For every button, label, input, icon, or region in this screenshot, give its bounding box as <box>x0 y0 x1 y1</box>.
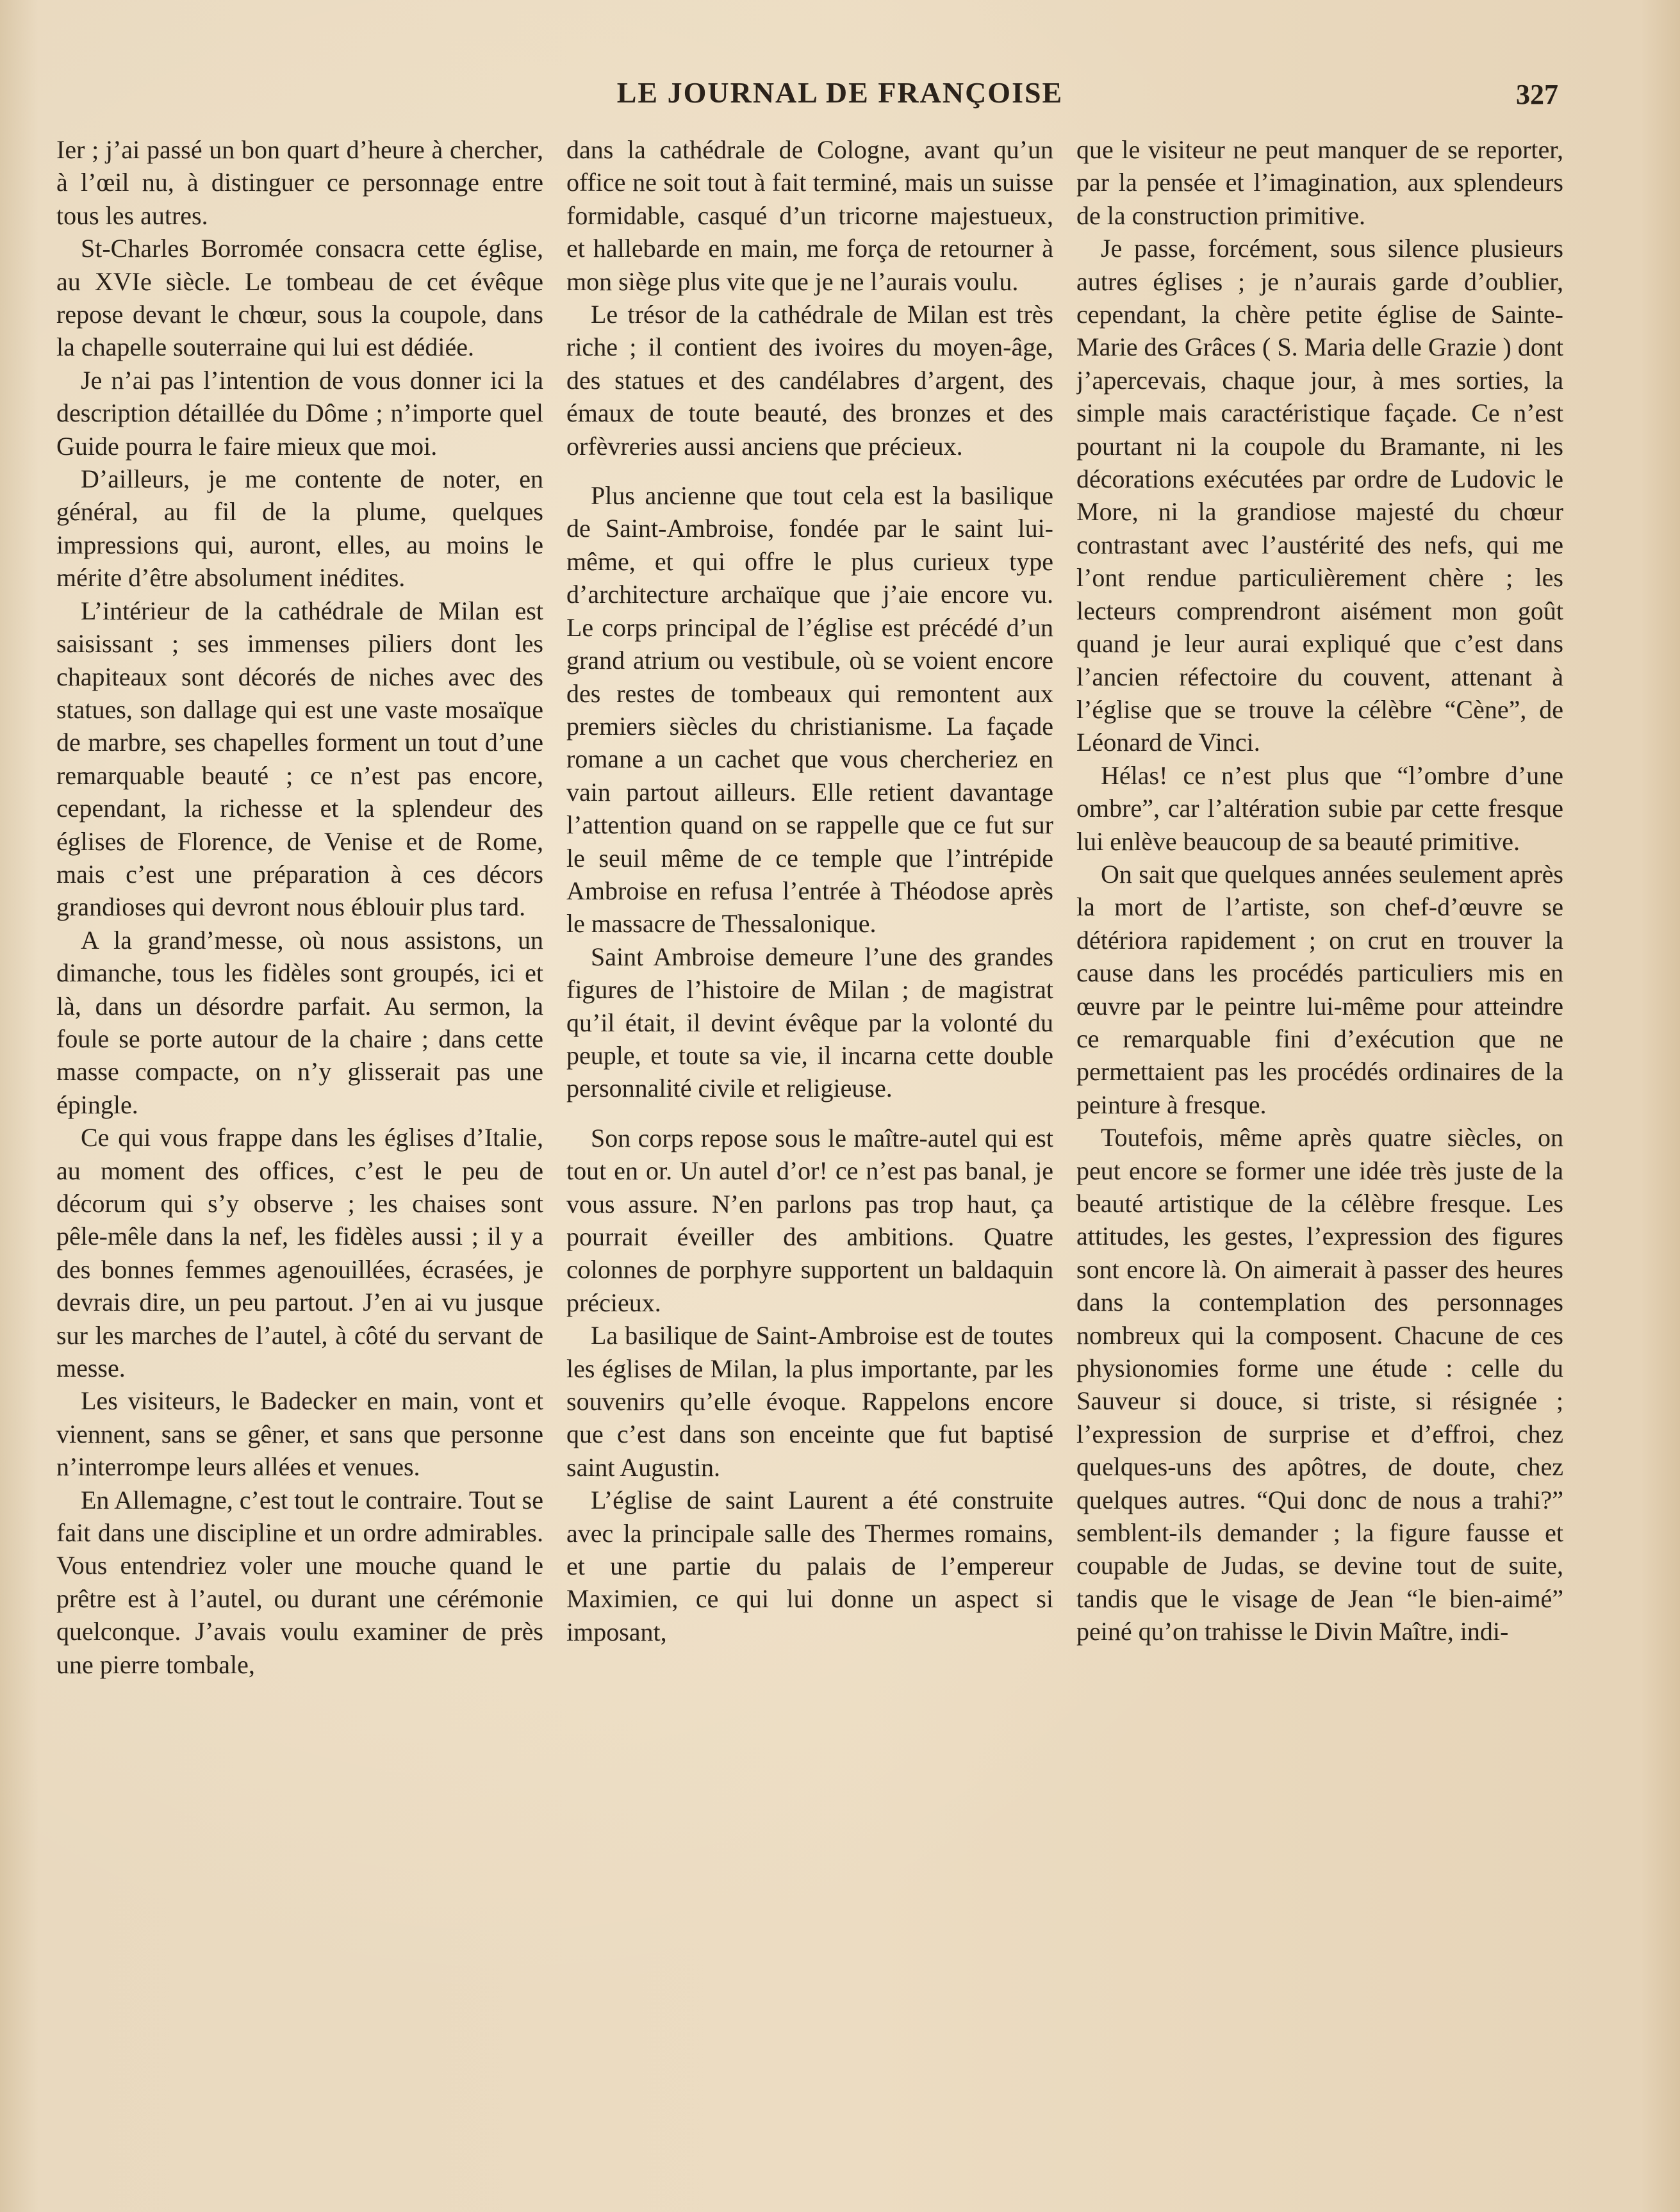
paragraph: L’intérieur de la cathédrale de Milan est saisissant ; ses immenses piliers dont les chapiteaux sont décorés de niches avec des statues, son dallage qui est une vaste mosaïque de marbre, ses chapelles forment un tout d’une remarquable beauté ; ce n’est pas encore, cependant, la richesse et la splendeur des églises de Florence, de Venise et de Rome, mais c’est une préparation à ces décors grandioses qui devront nous éblouir plus tard. <box>56 596 543 922</box>
paragraph: dans la cathédrale de Cologne, avant qu’un office ne soit tout à fait terminé, mais un suisse formidable, casqué d’un tricorne majestueux, et hallebarde en main, me força de retourner à mon siège plus vite que je ne l’aurais voulu. <box>566 135 1053 296</box>
paragraph: D’ailleurs, je me contente de noter, en général, au fil de la plume, quelques impressions qui, auront, elles, au moins le mérite d’être absolument inédites. <box>56 464 543 593</box>
paragraph: La basilique de Saint-Ambroise est de toutes les églises de Milan, la plus importante, par les souvenirs qu’elle évoque. Rappelons encore que c’est dans son enceinte que fut baptisé saint Augustin. <box>566 1321 1053 1482</box>
paragraph: L’église de saint Laurent a été construite avec la principale salle des Thermes romains, et une partie du palais de l’empereur Maximien, ce qui lui donne un aspect si imposant, <box>566 1486 1053 1646</box>
paragraph: A la grand’messe, où nous assistons, un dimanche, tous les fidèles sont groupés, ici et là, dans un désordre parfait. Au sermon, la foule se porte autour de la chaire ; dans cette masse compacte, on n’y glisserait pas une épingle. <box>56 925 543 1119</box>
paragraph: Je n’ai pas l’intention de vous donner ici la description détaillée du Dôme ; n’importe quel Guide pourra le faire mieux que moi. <box>56 365 543 461</box>
paragraph: Je passe, forcément, sous silence plusieurs autres églises ; je n’aurais garde d’oublier, cependant, la chère petite église de Sainte-Marie des Grâces ( S. Maria delle Grazie ) dont j’apercevais, chaque jour, à mes sorties, la simple mais caractéristique façade. Ce n’est pourtant ni la coupole du Bramante, ni les décorations exécutées par ordre de Ludovic le More, ni la grandiose majesté du chœur contrastant avec l’austérité des nefs, qui me l’ont rendue particulièrement chère ; les lecteurs comprendront aisément mon goût quand je leur aurai expliqué que c’est dans l’ancien réfectoire du couvent, attenant à l’église que se trouve la célèbre “Cène”, de Léonard de Vinci. <box>1076 234 1563 757</box>
page-header <box>0 76 1680 120</box>
column-1 <box>56 133 543 2151</box>
paragraph: Ier ; j’ai passé un bon quart d’heure à chercher, à l’œil nu, à distinguer ce personnage entre tous les autres. <box>56 135 543 230</box>
paragraph: Les visiteurs, le Badecker en main, vont et viennent, sans se gêner, et sans que personne n’interrompe leurs allées et venues. <box>56 1386 543 1482</box>
text-columns <box>56 133 1563 2151</box>
column-2 <box>566 133 1053 2151</box>
paragraph: Ce qui vous frappe dans les églises d’Italie, au moment des offices, c’est le peu de décorum qui s’y observe ; les chaises sont pêle-mêle dans la nef, les fidèles aussi ; il y a des bonnes femmes agenouillées, écrasées, je devrais dire, un peu partout. J’en ai vu jusque sur les marches de l’autel, à côté du servant de messe. <box>56 1123 543 1383</box>
paragraph: Toutefois, même après quatre siècles, on peut encore se former une idée très juste de la beauté artistique de la célèbre fresque. Les attitudes, les gestes, l’expression des figures sont encore là. On aimerait à passer des heures dans la contemplation des personnages nombreux qui la composent. Chacune de ces physionomies forme une étude : celle du Sauveur si douce, si triste, si résignée ; l’expression de surprise et d’effroi, chez quelques-uns des apôtres, de doute, chez quelques autres. “Qui donc de nous a trahi?” semblent-ils demander ; la figure fausse et coupable de Judas, se devine tout de suite, tandis que le visage de Jean “le bien-aimé” peiné qu’on trahisse le Divin Maître, indi- <box>1076 1123 1563 1646</box>
paragraph: Son corps repose sous le maître-autel qui est tout en or. Un autel d’or! ce n’est pas banal, je vous assure. N’en parlons pas trop haut, ça pourrait éveiller des ambitions. Quatre colonnes de porphyre supportent un baldaquin précieux. <box>566 1123 1053 1317</box>
column-3 <box>1076 133 1563 2151</box>
paragraph: Saint Ambroise demeure l’une des grandes figures de l’histoire de Milan ; de magistrat qu’il était, il devint évêque par la volonté du peuple, et toute sa vie, il incarna cette double personnalité civile et religieuse. <box>566 942 1053 1103</box>
journal-title: LE JOURNAL DE FRANÇOISE <box>616 76 1064 109</box>
page-number: 327 <box>1516 79 1558 110</box>
paragraph: En Allemagne, c’est tout le contraire. Tout se fait dans une discipline et un ordre admirables. Vous entendriez voler une mouche quand le prêtre est à l’autel, ou durant une cérémonie quelconque. J’avais voulu examiner de près une pierre tombale, <box>56 1485 543 1679</box>
paragraph: St-Charles Borromée consacra cette église, au XVIe siècle. Le tombeau de cet évêque repose devant le chœur, sous la coupole, dans la chapelle souterraine qui lui est dédiée. <box>56 234 543 362</box>
paragraph: On sait que quelques années seulement après la mort de l’artiste, son chef-d’œuvre se détériora rapidement ; on crut en trouver la cause dans les procédés particuliers mis en œuvre par le peintre lui-même pour atteindre ce remarquable fini d’exécution que ne permettaient pas les procédés ordinaires de la peinture à fresque. <box>1076 859 1563 1119</box>
paragraph: Le trésor de la cathédrale de Milan est très riche ; il contient des ivoires du moyen-âge, des statues et des candélabres d’argent, des émaux de toute beauté, des bronzes et des orfèvreries aussi anciens que précieux. <box>566 300 1053 461</box>
paragraph: Plus ancienne que tout cela est la basilique de Saint-Ambroise, fondée par le saint lui-même, et qui offre le plus curieux type d’architecture archaïque que j’aie encore vu. Le corps principal de l’église est précédé d’un grand atrium ou vestibule, où se voient encore des restes de tombeaux qui remontent aux premiers siècles du christianisme. La façade romane a un cachet que vous chercheriez en vain partout ailleurs. Elle retient davantage l’attention quand on se rappelle que ce fut sur le seuil même de ce temple que l’intrépide Ambroise en refusa l’entrée à Théodose après le massacre de Thessalonique. <box>566 481 1053 938</box>
paragraph: Hélas! ce n’est plus que “l’ombre d’une ombre”, car l’altération subie par cette fresque lui enlève beaucoup de sa beauté primitive. <box>1076 760 1563 856</box>
paragraph: que le visiteur ne peut manquer de se reporter, par la pensée et l’imagination, aux splendeurs de la construction primitive. <box>1076 135 1563 230</box>
